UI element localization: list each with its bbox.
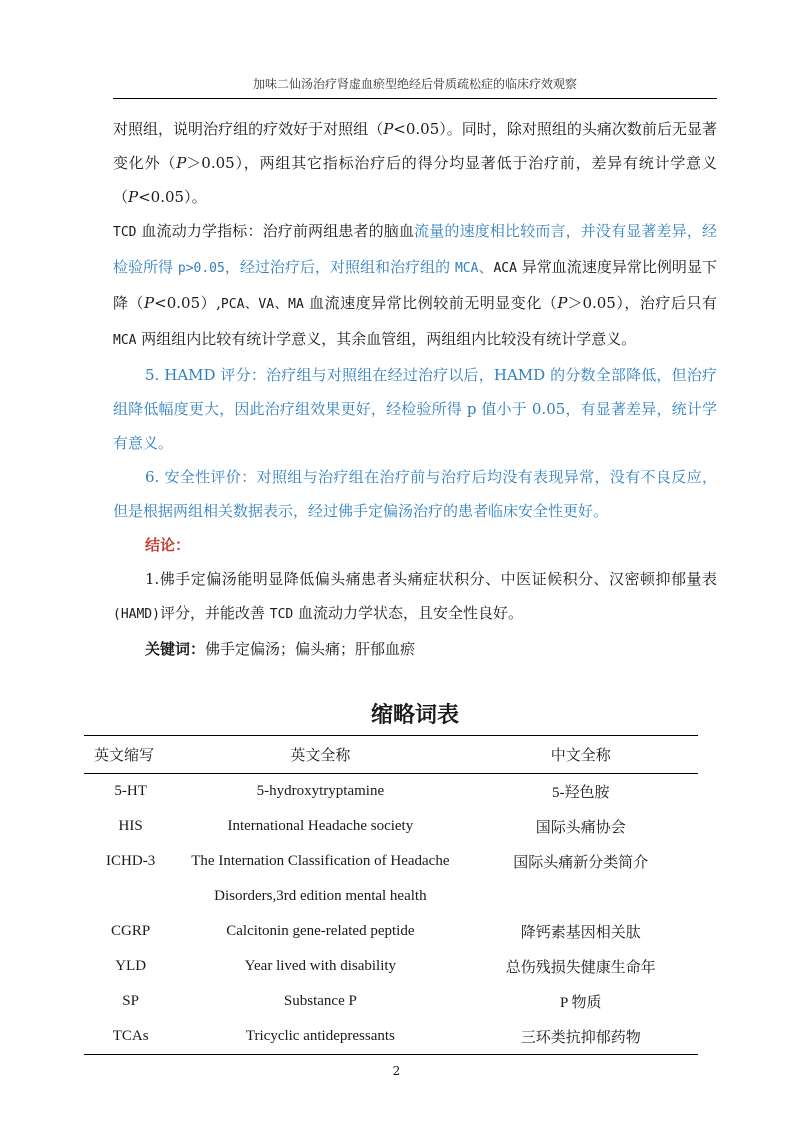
table-row: [84, 914, 698, 949]
conclusion-label: 结论：: [145, 536, 191, 554]
text-run: <0.05）。: [138, 188, 207, 206]
column-header-chinese-name: 中文全称: [550, 748, 611, 764]
chinese-name-cell: P 物质: [559, 995, 602, 1011]
text-run: (HAMD): [113, 607, 160, 622]
table-header-row: [84, 736, 698, 774]
table-row: [84, 809, 698, 844]
chinese-name-cell: [463, 879, 698, 914]
english-name-cell: Disorders,3rd edition mental health: [214, 888, 427, 904]
running-header: 加味二仙汤治疗肾虚血瘀型绝经后骨质疏松症的临床疗效观察: [252, 77, 577, 91]
abbreviation-cell: SP: [122, 993, 139, 1009]
keywords-label: 关键词：: [145, 640, 206, 658]
conclusion-heading: [113, 528, 717, 562]
abbreviation-cell: ICHD-3: [106, 853, 156, 869]
abbreviation-cell: TCAs: [112, 1028, 149, 1044]
abbreviation-cell: HIS: [118, 818, 143, 834]
chinese-name-cell: 5-羟色胺: [551, 785, 610, 801]
table-row: [84, 774, 698, 810]
highlighted-text: 流量的速度相比较而言，并没有显著差异，经检验所得: [113, 222, 717, 276]
highlighted-text: 、: [478, 258, 494, 276]
text-run: 血流动力学状态，且安全性良好。: [293, 604, 524, 622]
paragraph-safety: 6. 安全性评价：对照组与治疗组在治疗前与治疗后均没有表现异常，没有不良反应，但是根据两组相关数据表示，经过佛手定偏汤治疗的患者临床安全性更好。: [113, 468, 717, 520]
english-name-cell: Year lived with disability: [244, 958, 397, 974]
text-run: 对照组，说明治疗组的疗效好于对照组（: [113, 120, 384, 138]
text-run: ＞0.05），两组其它指标治疗后的得分均显著低于治疗前，差异有统计学意义（: [113, 154, 717, 206]
header-rule: [113, 98, 717, 99]
abbreviation-cell: CGRP: [111, 923, 151, 939]
chinese-name-cell: 国际头痛新分类简介: [513, 855, 649, 871]
p-symbol: P: [383, 120, 394, 138]
english-name-cell: International Headache society: [227, 818, 414, 834]
table-row: [84, 879, 698, 914]
table-row: [84, 1019, 698, 1055]
text-run: TCD: [113, 225, 137, 240]
text-run: MCA: [113, 333, 137, 348]
english-name-cell: Substance P: [283, 993, 357, 1009]
abbreviation-cell: 5-HT: [114, 783, 147, 799]
p-symbol: P: [176, 154, 187, 172]
text-run: ＞0.05），治疗后只有: [567, 294, 717, 312]
page-number: 2: [392, 1064, 401, 1078]
highlighted-text: p>0.05: [177, 261, 225, 276]
highlighted-text: MCA: [454, 261, 479, 276]
p-symbol: P: [144, 294, 155, 312]
text-run: ACA: [493, 261, 517, 276]
abbreviation-table: [84, 735, 698, 1055]
abbreviation-cell: [84, 879, 177, 914]
chinese-name-cell: 三环类抗抑郁药物: [520, 1030, 641, 1046]
english-name-cell: Calcitonin gene-related peptide: [226, 923, 415, 939]
table-row: [84, 844, 698, 879]
abbreviation-table-title: 缩略词表: [370, 702, 459, 728]
text-run: TCD: [269, 607, 294, 622]
text-run: 血流速度异常比例较前无明显变化（: [303, 294, 558, 312]
chinese-name-cell: 总伤残损失健康生命年: [505, 960, 656, 976]
text-run: <0.05）。同时，除对照组的头痛次数前后无显著变化外（: [113, 120, 717, 172]
text-run: 异常血流速度异常比例明显下降（: [113, 258, 717, 312]
keywords-line: [113, 632, 717, 666]
table-row: [84, 984, 698, 1019]
english-name-cell: Tricyclic antidepressants: [245, 1028, 395, 1044]
paragraph-results-summary: [113, 112, 717, 214]
english-name-cell: 5-hydroxytryptamine: [256, 783, 385, 799]
text-run: PCA、VA、MA: [220, 297, 304, 312]
table-row: [84, 949, 698, 984]
text-run: 1.佛手定偏汤能明显降低偏头痛患者头痛症状积分、中医证候积分、汉密顿抑郁量表: [145, 570, 717, 588]
text-run: <0.05）,: [154, 294, 221, 312]
p-symbol: P: [557, 294, 568, 312]
paragraph-conclusion: [113, 562, 717, 632]
chinese-name-cell: 降钙素基因相关肽: [520, 925, 641, 941]
paragraph-tcd: [113, 214, 717, 358]
text-run: 评分，并能改善: [159, 604, 270, 622]
column-header-abbreviation: 英文缩写: [94, 748, 155, 764]
text-run: 两组组内比较有统计学意义，其余血管组，两组组内比较没有统计学意义。: [136, 330, 637, 348]
p-symbol: P: [128, 188, 139, 206]
body-text: [113, 112, 717, 666]
column-header-english-name: 英文全称: [290, 748, 351, 764]
chinese-name-cell: 国际头痛协会: [535, 820, 626, 836]
abbreviation-cell: YLD: [115, 958, 147, 974]
highlighted-text: ，经过治疗后，对照组和治疗组的: [224, 258, 455, 276]
keywords-text: 佛手定偏汤；偏头痛；肝郁血瘀: [205, 640, 416, 658]
text-run: 血流动力学指标：治疗前两组患者的脑血: [136, 222, 415, 240]
english-name-cell: The Internation Classification of Headache: [191, 853, 450, 869]
paragraph-hamd: 5. HAMD 评分：治疗组与对照组在经过治疗以后，HAMD 的分数全部降低，但治疗组降低幅度更大，因此治疗组效果更好，经检验所得 p 值小于 0.05，有显著差异，统计学有意义。: [113, 366, 717, 452]
